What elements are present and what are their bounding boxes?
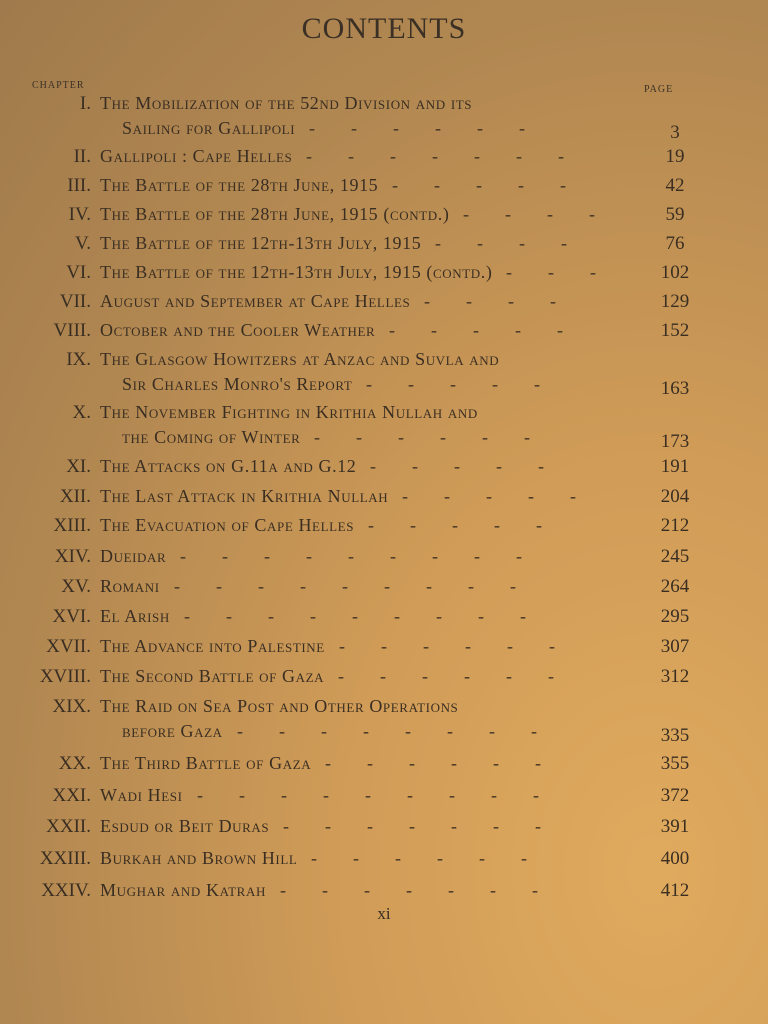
leader-dashes: - - - - - - - - - [180,546,522,566]
chapter-title: Mughar and Katrah [100,880,266,900]
page-number: 152 [660,320,690,341]
page-number: 335 [660,725,690,746]
chapter-number: XVI. [52,606,91,627]
toc-entry [0,636,768,664]
chapter-number: XI. [66,456,91,477]
chapter-title: Gallipoli : Cape Helles [100,146,293,166]
toc-entry [0,546,768,574]
chapter-title: Dueidar [100,546,167,566]
page-title: CONTENTS [301,12,467,45]
chapter-number: XV. [61,576,91,597]
chapter-title: The Advance into Palestine [100,636,325,656]
toc-entry [0,349,768,399]
leader-dashes: - - - - - - - - [237,721,537,741]
chapter-number: XIII. [53,515,91,536]
toc-entry [0,262,768,290]
page-number: 129 [660,291,690,312]
page-number: 102 [660,262,690,283]
leader-dashes: - - - - - - - [306,146,564,166]
chapter-title: The Third Battle of Gaza [100,753,312,773]
toc-entry [0,696,768,746]
leader-dashes: - - - - [435,233,567,253]
page-number: 264 [660,576,690,597]
leader-dashes: - - - - - [366,374,576,394]
chapter-title: The Evacuation of Cape Helles [100,515,355,535]
leader-dashes: - - - - - - [309,118,561,138]
toc-entry [0,291,768,319]
toc-entry [0,146,768,174]
toc-entry [0,576,768,604]
page-number: 391 [660,816,690,837]
leader-dashes: - - - - - - [311,848,563,868]
leader-dashes: - - - - - - [314,427,566,447]
toc-entry [0,456,768,484]
chapter-title: The Raid on Sea Post and Other Operations [100,696,459,716]
toc-entry [0,606,768,634]
chapter-title: Burkah and Brown Hill [100,848,298,868]
leader-dashes: - - - - - - - - - [197,785,539,805]
page-number: 173 [660,431,690,452]
leader-dashes: - - - - - - - [283,816,541,836]
page-number: 400 [660,848,690,869]
leader-dashes: - - - - - [368,515,578,535]
leader-dashes: - - - - - - - - - [174,576,516,596]
chapter-title: The Battle of the 28th June, 1915 [100,175,379,195]
chapter-title: Esdud or Beit Duras [100,816,270,836]
page-number: 355 [660,753,690,774]
leader-dashes: - - - [506,262,596,282]
chapter-title: October and the Cooler Weather [100,320,376,340]
chapter-title: The Last Attack in Krithia Nullah [100,486,389,506]
toc-entry [0,402,768,452]
chapter-title: The Attacks on G.11a and G.12 [100,456,357,476]
chapter-title: The Second Battle of Gaza [100,666,325,686]
page-number-footer: xi [377,904,391,923]
page-number: 3 [670,122,680,143]
chapter-title: The Mobilization of the 52nd Division and its [100,93,473,113]
chapter-number: VIII. [53,320,91,341]
chapter-number: VI. [66,262,91,283]
page-number: 295 [660,606,690,627]
chapter-number: XII. [59,486,91,507]
leader-dashes: - - - - - [402,486,576,506]
leader-dashes: - - - - [424,291,556,311]
chapter-title-continued: Sailing for Gallipoli [122,118,296,138]
page-number: 204 [660,486,690,507]
page-number: 163 [660,378,690,399]
toc-entry [0,515,768,543]
chapter-title: Wadi Hesi [100,785,183,805]
chapter-title: The November Fighting in Krithia Nullah and [100,402,478,422]
toc-entry [0,486,768,514]
toc-entry [0,233,768,261]
chapter-number: V. [74,233,91,254]
chapter-number: IX. [66,349,91,370]
chapter-column-header: CHAPTER [32,80,85,91]
page-number: 372 [660,785,690,806]
page-number: 191 [660,456,690,477]
leader-dashes: - - - - - - [339,636,555,656]
chapter-number: XXIII. [39,848,91,869]
chapter-number: II. [73,146,91,167]
page-number: 76 [665,233,685,254]
chapter-number: XX. [58,753,91,774]
chapter-title: El Arish [100,606,170,626]
leader-dashes: - - - - [463,204,595,224]
toc-entry [0,666,768,694]
chapter-number: XVII. [46,636,91,657]
page-number: 42 [665,175,685,196]
chapter-number: III. [67,175,91,196]
chapter-number: XXI. [52,785,91,806]
page-number: 307 [660,636,690,657]
chapter-title: The Battle of the 28th June, 1915 (contd.) [100,204,450,224]
chapter-title: August and September at Cape Helles [100,291,411,311]
page-number: 212 [660,515,690,536]
page-number: 245 [660,546,690,567]
chapter-number: IV. [68,204,91,225]
toc-entry [0,175,768,203]
leader-dashes: - - - - - - - - - [184,606,526,626]
page-number: 59 [665,204,685,225]
chapter-title-continued: Sir Charles Monro's Report [122,374,353,394]
chapter-number: XXII. [46,816,91,837]
chapter-title: Romani [100,576,160,596]
page-number: 312 [660,666,690,687]
chapter-number: XVIII. [39,666,91,687]
leader-dashes: - - - - - [370,456,544,476]
chapter-title: The Battle of the 12th-13th July, 1915 [100,233,422,253]
leader-dashes: - - - - - - - [280,880,538,900]
leader-dashes: - - - - - - [325,753,541,773]
toc-entry [0,816,768,844]
chapter-number: X. [72,402,91,423]
chapter-number: XXIV. [41,880,91,901]
chapter-title-continued: before Gaza [122,721,223,741]
page-number: 19 [665,146,685,167]
chapter-title: The Glasgow Howitzers at Anzac and Suvla and [100,349,500,369]
chapter-title: The Battle of the 12th-13th July, 1915 (contd.) [100,262,493,282]
toc-entry [0,848,768,876]
leader-dashes: - - - - - [389,320,563,340]
page-number: 412 [660,880,690,901]
toc-entry [0,93,768,143]
chapter-number: I. [79,93,91,114]
chapter-title-continued: the Coming of Winter [122,427,301,447]
leader-dashes: - - - - - [392,175,566,195]
page-column-header: PAGE [644,84,674,95]
toc-entry [0,320,768,348]
chapter-number: XIV. [54,546,91,567]
chapter-number: XIX. [52,696,91,717]
leader-dashes: - - - - - - [338,666,554,686]
toc-entry [0,785,768,813]
toc-entry [0,753,768,781]
toc-entry [0,204,768,232]
chapter-number: VII. [59,291,91,312]
